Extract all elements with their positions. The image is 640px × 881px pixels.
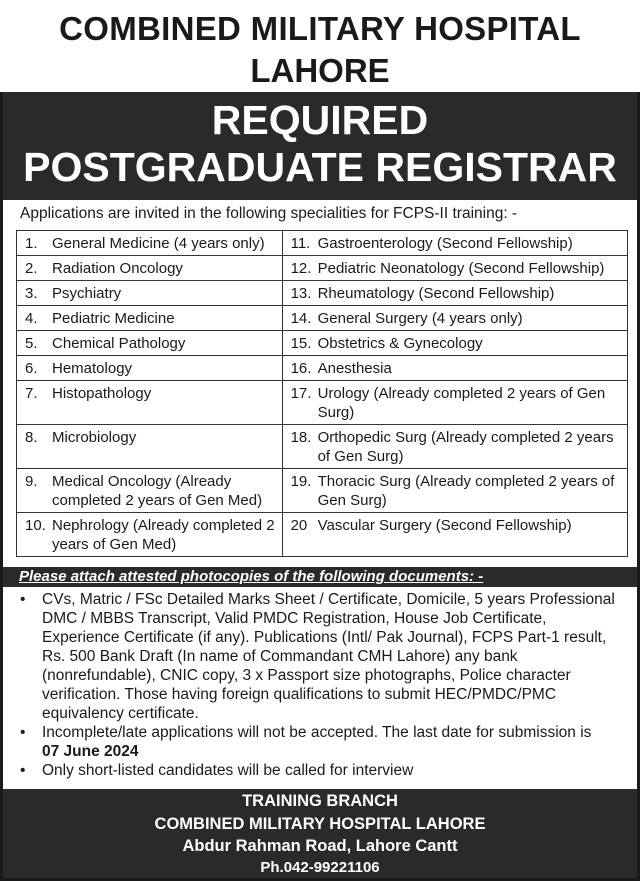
speciality-number: 14.	[290, 310, 312, 327]
intro-text: Applications are invited in the following specialities for FCPS-II training: -	[20, 205, 518, 222]
speciality-cell	[282, 425, 627, 469]
footer-hospital: COMBINED MILITARY HOSPITAL LAHORE	[154, 815, 486, 833]
speciality-number: 1.	[25, 235, 38, 252]
speciality-cell	[282, 513, 627, 557]
speciality-name: Pediatric Neonatology (Second Fellowship)	[317, 260, 605, 277]
speciality-cell	[282, 281, 627, 306]
speciality-cell	[17, 306, 283, 331]
list-item	[20, 761, 626, 780]
deadline-date: 07 June 2024	[42, 743, 139, 760]
bullet-icon: •	[20, 724, 26, 741]
speciality-name: Medical Oncology (Already completed 2 years of Gen Med)	[52, 473, 263, 509]
speciality-name: Rheumatology (Second Fellowship)	[317, 285, 555, 302]
table-row	[17, 306, 628, 331]
speciality-name: Nephrology (Already completed 2 years of Gen Med)	[52, 517, 275, 553]
speciality-name: Obstetrics & Gynecology	[317, 335, 483, 352]
speciality-number: 19.	[290, 473, 312, 490]
speciality-name: Chemical Pathology	[52, 335, 186, 352]
late-applications-text: Incomplete/late applications will not be accepted. The last date for submission is	[42, 724, 592, 741]
speciality-cell	[282, 381, 627, 425]
bullet-icon: •	[20, 762, 26, 779]
footer-address: Abdur Rahman Road, Lahore Cantt	[182, 837, 458, 855]
documents-list	[20, 590, 626, 780]
speciality-name: Vascular Surgery (Second Fellowship)	[317, 517, 572, 534]
table-row	[17, 513, 628, 557]
bullet-icon: •	[20, 591, 26, 608]
speciality-name: Thoracic Surg (Already completed 2 years of Gen Surg)	[317, 473, 615, 509]
speciality-name: Histopathology	[52, 385, 152, 402]
speciality-cell	[282, 231, 627, 256]
title-banner	[3, 92, 637, 200]
speciality-number: 20	[290, 517, 308, 534]
banner-required: REQUIRED	[211, 97, 429, 143]
speciality-number: 3.	[25, 285, 38, 302]
hospital-name: COMBINED MILITARY HOSPITAL	[59, 10, 581, 47]
speciality-cell	[17, 381, 283, 425]
list-item	[20, 590, 626, 723]
speciality-number: 17.	[290, 385, 312, 402]
speciality-cell	[282, 356, 627, 381]
table-row	[17, 381, 628, 425]
speciality-number: 9.	[25, 473, 38, 490]
footer-branch: TRAINING BRANCH	[242, 792, 398, 810]
speciality-number: 16.	[290, 360, 312, 377]
speciality-number: 4.	[25, 310, 38, 327]
table-row	[17, 469, 628, 513]
speciality-cell	[17, 331, 283, 356]
documents-heading-band	[3, 567, 637, 587]
speciality-name: Anesthesia	[317, 360, 392, 377]
speciality-cell	[282, 331, 627, 356]
speciality-number: 5.	[25, 335, 38, 352]
speciality-number: 8.	[25, 429, 38, 446]
speciality-cell	[282, 256, 627, 281]
speciality-name: Radiation Oncology	[52, 260, 183, 277]
speciality-cell	[17, 469, 283, 513]
speciality-number: 18.	[290, 429, 312, 446]
speciality-cell	[17, 425, 283, 469]
table-row	[17, 425, 628, 469]
speciality-cell	[282, 469, 627, 513]
table-row	[17, 281, 628, 306]
speciality-number: 7.	[25, 385, 38, 402]
table-row	[17, 231, 628, 256]
speciality-name: General Medicine (4 years only)	[52, 235, 265, 252]
banner-position: POSTGRADUATE REGISTRAR	[23, 144, 617, 190]
speciality-number: 6.	[25, 360, 38, 377]
specialities-table	[16, 230, 628, 557]
table-row	[17, 356, 628, 381]
speciality-number: 11.	[290, 235, 311, 252]
speciality-number: 10.	[25, 517, 46, 534]
speciality-name: General Surgery (4 years only)	[317, 310, 523, 327]
shortlist-text: Only short-listed candidates will be called for interview	[42, 762, 414, 779]
speciality-name: Psychiatry	[52, 285, 122, 302]
speciality-cell	[17, 281, 283, 306]
hospital-header	[0, 0, 640, 92]
documents-required-text: CVs, Matric / FSc Detailed Marks Sheet / Certificate, Domicile, 5 years Professional DMC / MBBS Transcript, Valid PMDC Registration, House Job Certificate, Experience Certificate (if any). Publications (Intl/ Pak Journal), FCPS Part-1 result, Rs. 500 Bank Draft (In name of Commandant CMH Lahore) any bank (nonrefundable), CNIC copy, 3 x Passport size photographs, Police character verification. Those having foreign qualifications to submit HEC/PMDC/PMC equivalency certificate.	[42, 591, 615, 722]
speciality-number: 12.	[290, 260, 312, 277]
speciality-number: 2.	[25, 260, 38, 277]
speciality-number: 13.	[290, 285, 312, 302]
hospital-city: LAHORE	[250, 52, 390, 89]
table-row	[17, 331, 628, 356]
contact-footer	[3, 789, 637, 878]
documents-heading: Please attach attested photocopies of the following documents: -	[19, 568, 484, 585]
speciality-name: Pediatric Medicine	[52, 310, 175, 327]
speciality-cell	[282, 306, 627, 331]
speciality-name: Orthopedic Surg (Already completed 2 years of Gen Surg)	[317, 429, 614, 465]
speciality-cell	[17, 356, 283, 381]
table-row	[17, 256, 628, 281]
speciality-name: Microbiology	[52, 429, 137, 446]
speciality-name: Urology (Already completed 2 years of Gen Surg)	[317, 385, 606, 421]
speciality-cell	[17, 231, 283, 256]
list-item	[20, 723, 626, 761]
speciality-name: Hematology	[52, 360, 133, 377]
footer-phone: Ph.042-99221106	[260, 859, 380, 876]
speciality-name: Gastroenterology (Second Fellowship)	[317, 235, 573, 252]
speciality-cell	[17, 256, 283, 281]
speciality-cell	[17, 513, 283, 557]
speciality-number: 15.	[290, 335, 312, 352]
